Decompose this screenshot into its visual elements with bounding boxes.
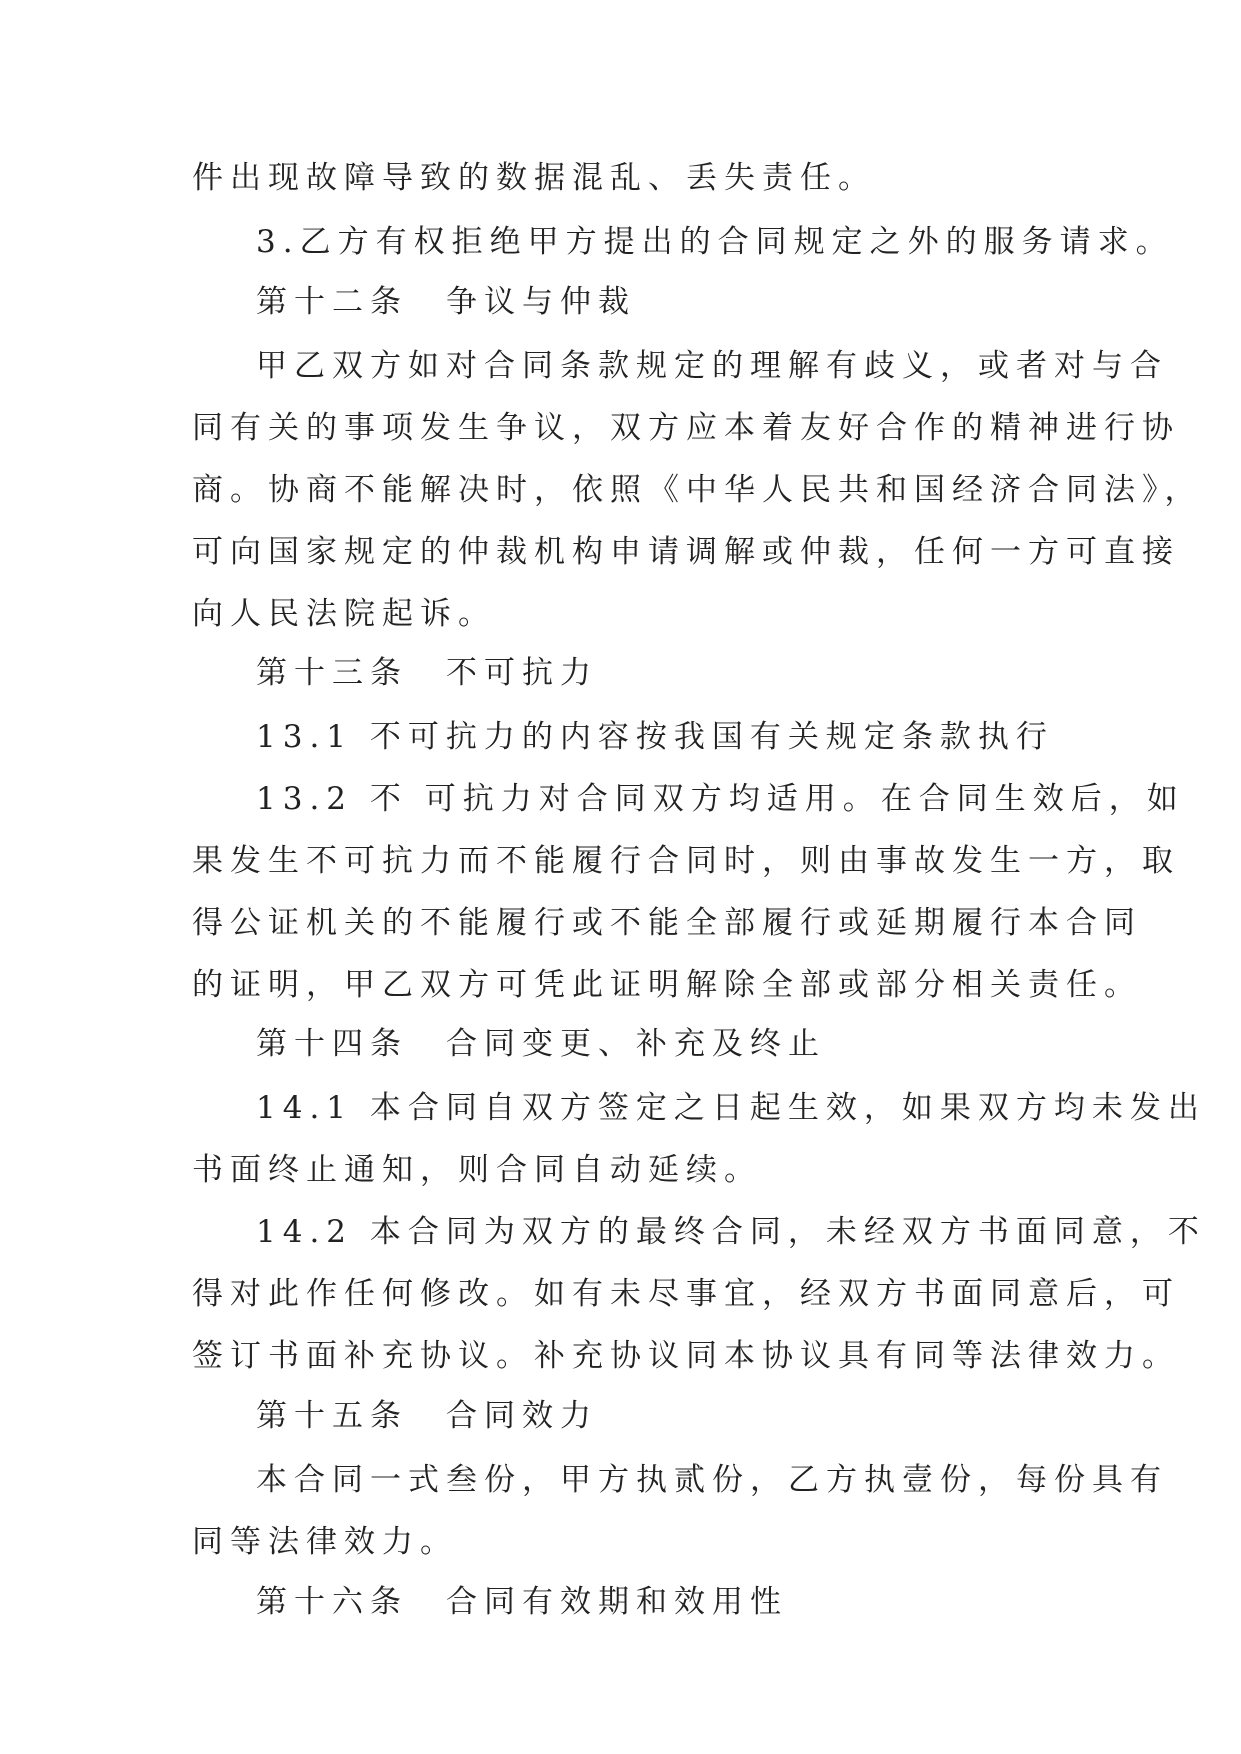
text-line: 甲乙双方如对合同条款规定的理解有歧义，或者对与合: [256, 348, 1168, 384]
text-line: 同有关的事项发生争议，双方应本着友好合作的精神进行协: [192, 410, 1180, 446]
text-line: 同等法律效力。: [192, 1524, 458, 1560]
article-heading: 第十五条 合同效力: [256, 1398, 598, 1434]
text-line: 的证明，甲乙双方可凭此证明解除全部或部分相关责任。: [192, 967, 1142, 1003]
text-line: 向人民法院起诉。: [192, 596, 496, 632]
text-line: 签订书面补充协议。补充协议同本协议具有同等法律效力。: [192, 1338, 1180, 1374]
text-line: 3.乙方有权拒绝甲方提出的合同规定之外的服务请求。: [256, 224, 1174, 260]
text-line: 14.2 本合同为双方的最终合同，未经双方书面同意，不: [256, 1214, 1206, 1250]
text-line: 得公证机关的不能履行或不能全部履行或延期履行本合同: [192, 905, 1142, 941]
text-line: 果发生不可抗力而不能履行合同时，则由事故发生一方，取: [192, 843, 1180, 879]
text-line: 书面终止通知，则合同自动延续。: [192, 1152, 762, 1188]
article-heading: 第十四条 合同变更、补充及终止: [256, 1026, 826, 1062]
article-heading: 第十二条 争议与仲裁: [256, 284, 636, 320]
article-heading: 第十三条 不可抗力: [256, 655, 598, 691]
text-line: 得对此作任何修改。如有未尽事宜，经双方书面同意后，可: [192, 1276, 1180, 1312]
text-line: 本合同一式叁份，甲方执贰份，乙方执壹份，每份具有: [256, 1462, 1168, 1498]
article-heading: 第十六条 合同有效期和效用性: [256, 1584, 788, 1620]
text-line: 13.1 不可抗力的内容按我国有关规定条款执行: [256, 719, 1054, 755]
text-line: 商。协商不能解决时，依照《中华人民共和国经济合同法》，: [192, 472, 1203, 508]
text-line: 件出现故障导致的数据混乱、丢失责任。: [192, 160, 876, 196]
text-line: 13.2 不 可抗力对合同双方均适用。在合同生效后，如: [256, 781, 1185, 817]
text-line: 可向国家规定的仲裁机构申请调解或仲裁，任何一方可直接: [192, 534, 1180, 570]
text-line: 14.1 本合同自双方签定之日起生效，如果双方均未发出: [256, 1090, 1206, 1126]
